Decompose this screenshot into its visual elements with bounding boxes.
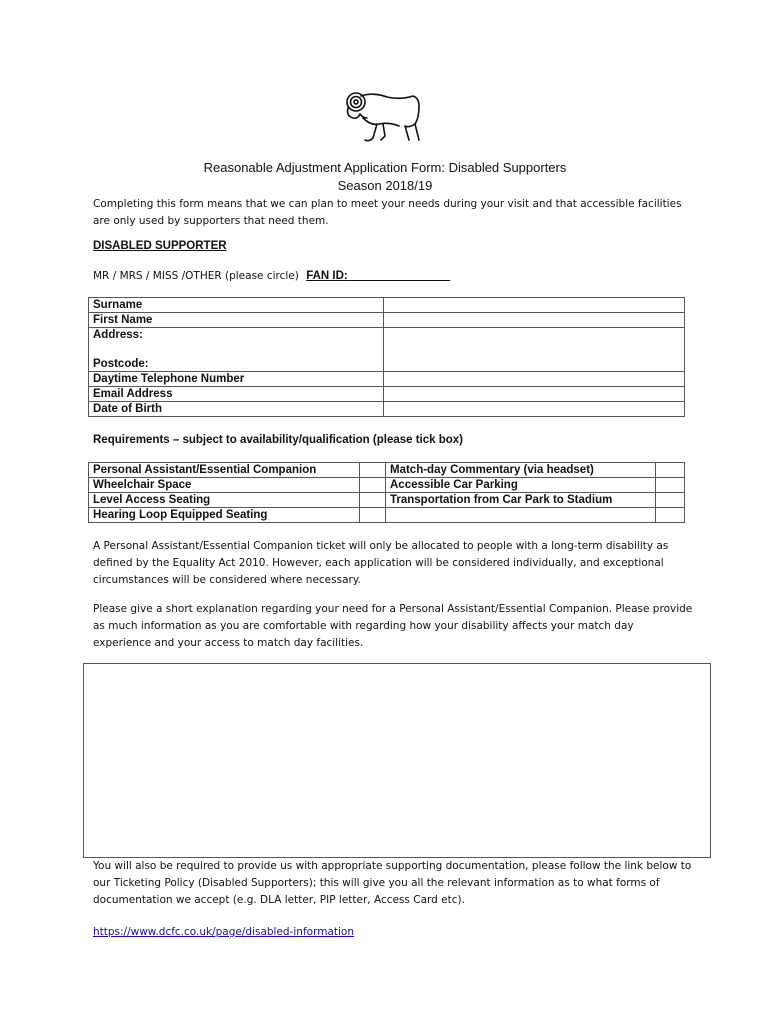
table-row: [89, 478, 685, 493]
dob-field[interactable]: [384, 402, 685, 417]
requirement-label: Wheelchair Space: [89, 478, 360, 493]
requirement-label: Transportation from Car Park to Stadium: [386, 493, 656, 508]
table-row: [89, 508, 685, 523]
address-label: Address:: [93, 329, 143, 341]
postcode-label: Postcode:: [93, 358, 149, 370]
address-field[interactable]: [384, 328, 685, 372]
table-row: [89, 328, 685, 372]
tick-box[interactable]: [360, 508, 386, 523]
telephone-label: Daytime Telephone Number: [89, 372, 384, 387]
address-label-cell: [89, 328, 384, 372]
dob-label: Date of Birth: [89, 402, 384, 417]
requirement-label: Match-day Commentary (via headset): [386, 463, 656, 478]
tick-box[interactable]: [360, 478, 386, 493]
title-line: [93, 270, 450, 282]
explanation-textarea[interactable]: [83, 663, 711, 858]
first-name-field[interactable]: [384, 313, 685, 328]
fan-id-field[interactable]: ________________: [347, 270, 451, 282]
table-row: [89, 463, 685, 478]
table-row: [89, 402, 685, 417]
requirements-table: [88, 462, 685, 523]
ram-logo-icon: [343, 88, 427, 146]
form-title: Reasonable Adjustment Application Form: Disabled Supporters: [203, 160, 567, 175]
requirement-label: Hearing Loop Equipped Seating: [89, 508, 360, 523]
surname-label: Surname: [89, 298, 384, 313]
surname-field[interactable]: [384, 298, 685, 313]
season-label: Season 2018/19: [337, 178, 433, 193]
disabled-information-link[interactable]: https://www.dcfc.co.uk/page/disabled-information: [93, 926, 354, 938]
documentation-note: You will also be required to provide us with appropriate supporting documentation, please follow the link below to our Ticketing Policy (Disabled Supporters); this will give you all the relevant information as to what forms of documentation we accept (e.g. DLA letter, PIP letter, Access Card etc).: [93, 860, 692, 906]
tick-box[interactable]: [656, 493, 685, 508]
requirement-label: Level Access Seating: [89, 493, 360, 508]
telephone-field[interactable]: [384, 372, 685, 387]
details-table: [88, 297, 685, 417]
email-field[interactable]: [384, 387, 685, 402]
section-heading: DISABLED SUPPORTER: [93, 240, 227, 252]
title-options[interactable]: MR / MRS / MISS /OTHER (please circle): [93, 270, 299, 282]
table-row: [89, 387, 685, 402]
intro-text: Completing this form means that we can plan to meet your needs during your visit and that accessible facilities are only used by supporters that need them.: [93, 198, 682, 227]
requirement-label: [386, 508, 656, 523]
requirement-label: Accessible Car Parking: [386, 478, 656, 493]
tick-box[interactable]: [656, 463, 685, 478]
table-row: [89, 493, 685, 508]
table-row: [89, 313, 685, 328]
tick-box[interactable]: [360, 493, 386, 508]
explanation-prompt: Please give a short explanation regarding your need for a Personal Assistant/Essential Companion. Please provide as much information as you are comfortable with regarding how your disability affects your match day experience and your access to match day facilities.: [93, 603, 693, 649]
table-row: [89, 372, 685, 387]
requirements-heading: Requirements – subject to availability/qualification (please tick box): [93, 434, 464, 446]
table-row: [89, 298, 685, 313]
first-name-label: First Name: [89, 313, 384, 328]
requirement-label: Personal Assistant/Essential Companion: [89, 463, 360, 478]
email-label: Email Address: [89, 387, 384, 402]
fan-id-label: FAN ID:: [306, 270, 348, 282]
tick-box[interactable]: [656, 478, 685, 493]
companion-note: A Personal Assistant/Essential Companion ticket will only be allocated to people with a long-term disability as defined by the Equality Act 2010. However, each application will be considered individually, and exceptional circumstances will be considered where necessary.: [93, 540, 669, 586]
tick-box[interactable]: [360, 463, 386, 478]
tick-box[interactable]: [656, 508, 685, 523]
